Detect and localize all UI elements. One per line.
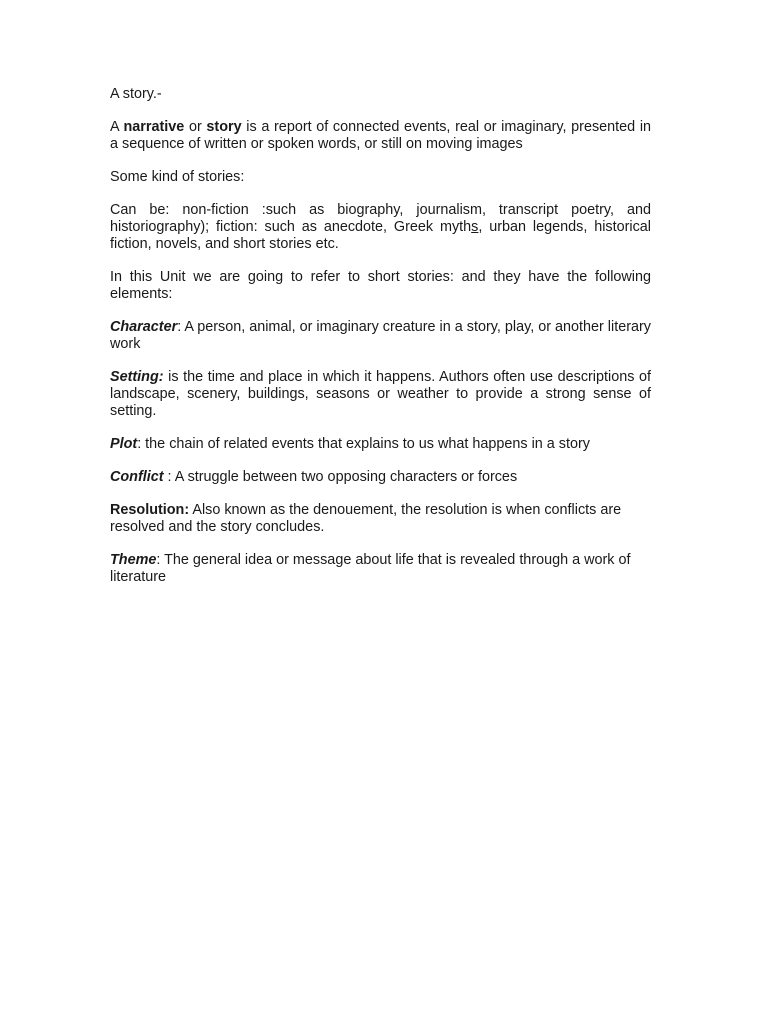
kinds-text-after: , urban legends, historical fiction, novels, and short stories etc. [110, 219, 651, 252]
element-term: Character [110, 319, 178, 335]
document-body [110, 86, 651, 602]
element-separator: : [137, 436, 142, 452]
element-definition: The general idea or message about life that is revealed through a work of literature [110, 552, 631, 585]
kinds-text-underlined: s [471, 219, 479, 235]
element-setting [110, 369, 651, 420]
element-plot [110, 436, 651, 453]
element-character [110, 319, 651, 353]
element-conflict [110, 469, 651, 486]
kinds-label: Some kind of stories: [110, 169, 245, 185]
element-definition: the chain of related events that explains to us what happens in a story [141, 436, 590, 452]
element-theme [110, 552, 651, 586]
element-definition: is the time and place in which it happens. Authors often use descriptions of landscape, scenery, buildings, seasons or weather to provide a strong sense of setting. [110, 369, 651, 419]
intro-connector: or [188, 119, 202, 135]
element-resolution [110, 502, 651, 536]
element-term: Conflict [110, 469, 164, 485]
document-heading: A story.- [110, 86, 162, 102]
element-definition: A struggle between two opposing characters or forces [171, 469, 518, 485]
term-narrative: narrative [123, 119, 185, 135]
element-separator: : [177, 319, 182, 335]
intro-rest: is a report of connected events, real or imaginary, presented in a sequence of written or spoken words, or still on moving images [110, 119, 652, 152]
intro-prefix: A [110, 119, 119, 135]
element-separator: : [163, 469, 172, 485]
term-story: story [206, 119, 242, 135]
intro-paragraph [110, 119, 651, 153]
element-term: Setting: [110, 369, 164, 385]
unit-intro-paragraph: In this Unit we are going to refer to short stories: and they have the following elements: [110, 269, 651, 302]
kinds-text-before: Can be: non-fiction :such as biography, journalism, transcript poetry, and historiography); fiction: such as anecdote, Greek myth [110, 202, 651, 235]
element-term: Theme [110, 552, 157, 568]
element-term: Resolution: [110, 502, 190, 518]
kinds-paragraph [110, 202, 651, 253]
element-definition: A person, animal, or imaginary creature in a story, play, or another literary work [110, 319, 651, 352]
element-definition: Also known as the denouement, the resolution is when conflicts are resolved and the story concludes. [110, 502, 622, 535]
element-term: Plot [110, 436, 138, 452]
element-separator: : [156, 552, 161, 568]
